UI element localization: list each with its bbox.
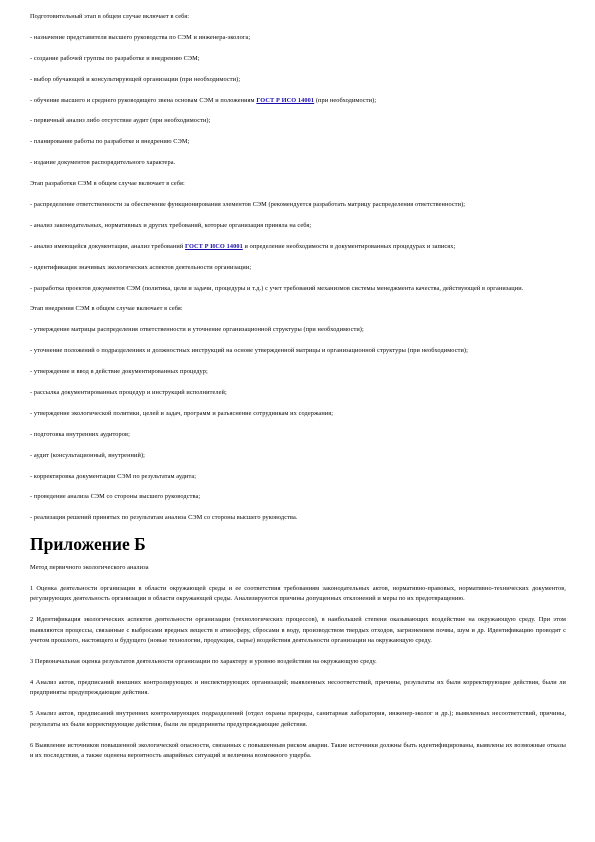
list-item: 3 Первоначальная оценка результатов деятельности организации по характеру и уровню воздействия на окружающую среду. <box>30 658 377 666</box>
list-item: - аудит (консультационный, внутренний); <box>30 451 145 459</box>
list-item: - подготовка внутренних аудиторов; <box>30 430 130 438</box>
list-item-text: и определение необходимости в документированных процедурах и записях; <box>242 242 456 250</box>
stage3-intro: Этап внедрения СЭМ в общем случае включает в себя: <box>30 305 183 313</box>
list-item: - анализ законодательных, нормативных и других требований, которые организация приняла на себя; <box>30 221 312 229</box>
list-item: - создание рабочей группы по разработке и внедрению СЭМ; <box>30 54 200 62</box>
list-item-text: - анализ имеющейся документации, анализ требований <box>30 242 185 250</box>
list-item: 1 Оценка деятельности организации в области окружающей среды и ее соответствия требованиям законодательных актов, нормативно-правовых, нормативно-технических документов, регулирующих деятельность организации в области окружающей среды. Анализируются причины допущенных отклонений и меры по их предотвращению. <box>30 584 566 603</box>
list-item: - идентификация значимых экологических аспектов деятельности организации; <box>30 263 252 271</box>
list-item: - утверждение матрицы распределения ответственности и уточнение организационной структуры (при необходимости); <box>30 326 364 334</box>
list-item: - проведение анализа СЭМ со стороны высшего руководства; <box>30 493 201 501</box>
stage1-intro: Подготовительный этап в общем случае включает в себя: <box>30 13 190 20</box>
list-item: - планирование работы по разработке и внедрению СЭМ; <box>30 138 190 146</box>
list-item: 5 Анализ актов, предписаний внутренних контролирующих подразделений (отдел охраны природы, санитарная лаборатория, инженер-эколог и др.); выявленных несоответствий, причины, результаты их были корректирующие действия, были ли предприняты предупреждающие действия. <box>30 710 566 728</box>
list-item: - первичный анализ либо отсутствие аудит (при необходимости); <box>30 117 211 125</box>
list-item: - разработка проектов документов СЭМ (политика, цели и задачи, процедуры и т.д.) с учет требований механизмов системы менеджмента качества, действующей в организации. <box>30 284 524 292</box>
list-item: - рассылка документированных процедур и инструкций исполнителей; <box>30 389 227 397</box>
list-item: - назначение представителя высшего руководства по СЭМ и инженера-эколога; <box>30 33 251 41</box>
appendix-heading: Приложение Б <box>30 533 146 554</box>
list-item <box>30 96 566 107</box>
document-page <box>30 12 566 762</box>
list-item: 2 Идентификация экологических аспектов деятельности организации (технологических процессов), в наибольшей степени оказывающих воздействие на окружающую среду. При этом выявляются процессы, связанные с выбросами вредных веществ в атмосферу, сбросами в воду, производством твердых отходов, загрязнением почвы, шум и др. Идентификацию проводят с учетом прошлого, настоящего и будущего (новые технологии, продукция, сырье) воздействия деятельности организации на окружающую среду. <box>30 616 566 645</box>
list-item <box>30 242 566 253</box>
list-item: - утверждение экологической политики, целей и задач, программ и разъяснение сотрудникам их содержания; <box>30 409 334 417</box>
gost-link[interactable]: ГОСТ Р ИСО 14001 <box>185 242 243 250</box>
stage2-intro: Этап разработки СЭМ в общем случае включает в себя: <box>30 180 185 188</box>
list-item: - выбор обучающей и консультирующей организации (при необходимости); <box>30 75 241 83</box>
list-item-text: (при необходимости); <box>314 96 377 104</box>
list-item: - утверждение и ввод в действие документированных процедур; <box>30 368 208 376</box>
list-item: - уточнение положений о подразделениях и должностных инструкций на основе утвержденной матрицы и организационной структуры (при необходимости); <box>30 347 468 355</box>
list-item: - корректировка документации СЭМ по результатам аудита; <box>30 472 197 480</box>
appendix-subtitle: Метод первичного экологического анализа <box>30 563 149 571</box>
list-item: - издание документов распорядительного характера. <box>30 159 176 167</box>
list-item: 4 Анализ актов, предписаний внешних контролирующих и инспектирующих организаций; выявленных несоответствий, причины, результаты их были корректирующие действия, были ли предприняты предупреждающие действия. <box>30 678 566 697</box>
list-item: 6 Выявление источников повышенной экологической опасности, связанных с повышенным риском аварии. Такие источники должны быть идентифицированы, выявлены их возможные отказы и их последствия, а также оценена вероятность аварийных ситуаций и величина возможного ущерба. <box>30 741 566 760</box>
list-item: - распределение ответственности за обеспечение функционирования элементов СЭМ (рекомендуется разработать матрицу распределения ответственности); <box>30 201 466 209</box>
gost-link[interactable]: ГОСТ Р ИСО 14001 <box>256 96 315 104</box>
list-item-text: - обучение высшего и среднего руководящего звена основам СЭМ и положениям <box>30 96 257 104</box>
list-item: - реализация решений принятых по результатам анализа СЭМ со стороны высшего руководства. <box>30 514 298 522</box>
